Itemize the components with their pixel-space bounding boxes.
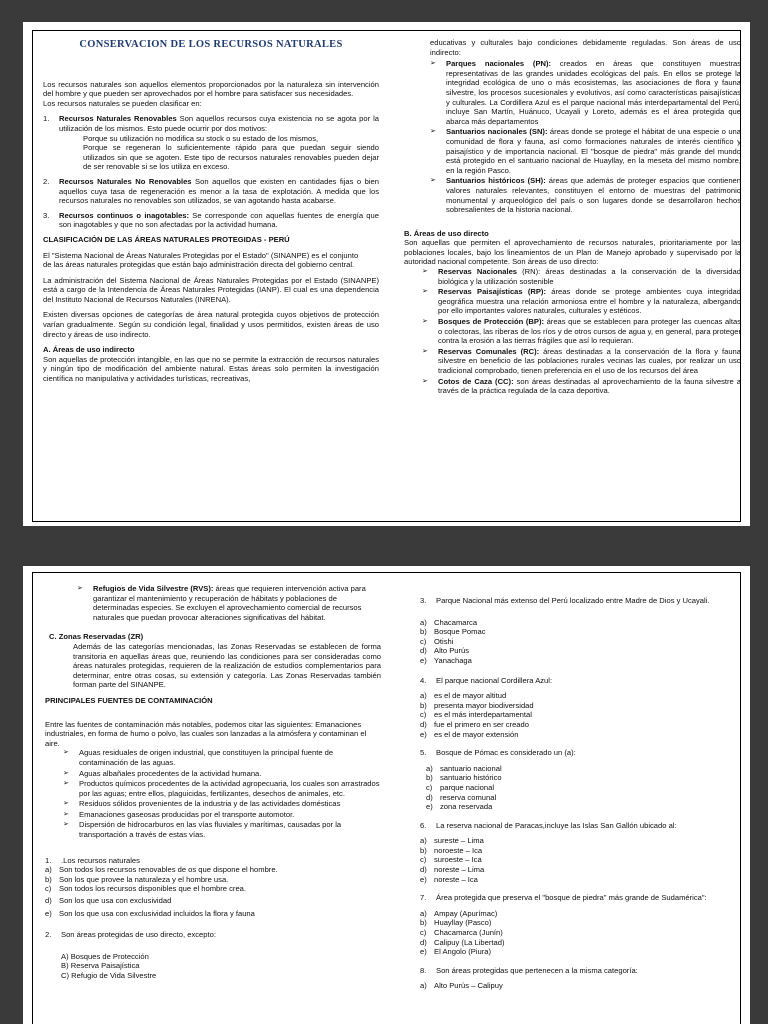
list-item bbox=[43, 211, 379, 230]
section-heading: CLASIFICACIÓN DE LAS ÁREAS NATURALES PROTEGIDAS - PERÚ bbox=[43, 234, 290, 244]
document-page-1 bbox=[23, 22, 750, 526]
option-item: C) Refugio de Vida Silvestre bbox=[61, 971, 157, 980]
intro-paragraph: Los recursos naturales son aquellos elementos proporcionados por la naturaleza sin intervención del hombre y que pueden ser aprovechados por el hombre para satisfacer sus necesidades. bbox=[43, 79, 379, 99]
list-item bbox=[422, 317, 741, 346]
item-number: 3. bbox=[43, 210, 50, 220]
option-item: e) noreste – Ica bbox=[420, 874, 478, 884]
option-item: a) es el de mayor altitud bbox=[420, 691, 507, 701]
list-item: ➢ Productos químicos procedentes de la actividad agropecuaria, los cuales son arrastrados por las aguas; entre ellos, plaguicidas, fertilizantes, desechos de animales, etc. bbox=[63, 779, 380, 798]
question-2 bbox=[45, 930, 381, 980]
section-a-text: Son aquellas de protección intangible, en las que no se permite la extracción de recursos naturales y ningún tipo de modificación del ambiente natural. Estas áreas solo permiten la investigación científica no manipulativa y actividades turísticas, recreativas, bbox=[43, 354, 379, 384]
refugios-list bbox=[45, 584, 381, 622]
arrow-bullet-icon: ➢ bbox=[430, 177, 436, 185]
list-item bbox=[43, 177, 379, 206]
option-item: a) Ampay (Apurímac) bbox=[420, 908, 498, 918]
question-number: 6. bbox=[420, 820, 427, 830]
question-7 bbox=[420, 893, 738, 957]
direct-areas-list bbox=[404, 267, 741, 396]
item-text: áreas que se establecen para proteger las cuencas altas o colectoras, las riberas de los ríos y de otros cursos de agua y, en general, para proteger contra la erosión a las tierras frágiles que así lo requieran. bbox=[438, 317, 741, 346]
option-item: c) es el más interdepartamental bbox=[420, 710, 532, 720]
question-text: Son áreas protegidas de uso directo, excepto: bbox=[61, 930, 216, 940]
question-number: 5. bbox=[420, 748, 427, 758]
intro-classify: Los recursos naturales se pueden clasificar en: bbox=[43, 98, 202, 108]
item-title: Recursos continuos o inagotables: bbox=[59, 210, 190, 220]
item-title: Reservas Paisajísticas (RP): bbox=[438, 287, 546, 297]
item-text: áreas destinadas a la conservación de la flora y fauna silvestre en beneficio de las poblaciones rurales vecinas las cuales, por realizar un uso tradicional comprobado, tienen preferencia en el uso de los recursos del área bbox=[438, 346, 741, 375]
list-item bbox=[422, 347, 741, 376]
question-options bbox=[420, 691, 738, 739]
list-item: ➢ Emanaciones gaseosas producidas por el transporte automotor. bbox=[63, 809, 295, 819]
resource-classes-list bbox=[43, 114, 379, 230]
question-6 bbox=[420, 821, 738, 885]
question-number: 4. bbox=[420, 675, 427, 685]
page1-right-column bbox=[404, 38, 741, 397]
option-item: e) Yanachaga bbox=[420, 655, 472, 665]
page1-left-column bbox=[43, 40, 379, 390]
question-options bbox=[420, 618, 738, 666]
item-title: Reservas Nacionales bbox=[438, 267, 518, 277]
question-5 bbox=[420, 748, 738, 812]
option-item: a) sureste – Lima bbox=[420, 836, 484, 846]
arrow-bullet-icon: ➢ bbox=[63, 769, 69, 777]
option-item: b) Bosque Pomac bbox=[420, 627, 486, 637]
page2-left-column bbox=[45, 584, 381, 990]
item-text: áreas donde se protege el hábitat de una especie o una comunidad de flora y fauna, así como formaciones naturales de interés científico y paisajístico y de importancia nacional. El "bosque de piedra" más grande del mundo está protegido en el santuario nacional de Huayllay, en la meseta del mismo nombre, en la región Pasco. bbox=[446, 127, 741, 175]
arrow-bullet-icon: ➢ bbox=[63, 800, 69, 808]
item-text: (RN): áreas destinadas a la conservación de la diversidad biológica y la utilización sostenible bbox=[438, 267, 741, 286]
sub-point: Porque su utilización no modifica su stock o su estado de los mismos, bbox=[83, 133, 319, 143]
item-text: Son aquellos que existen en cantidades fijas o bien aquellos cuya tasa de regeneración es menor a la tasa de explotación. A medida que los recursos naturales no renovables son utilizados, se van agotando hasta acabarse. bbox=[59, 176, 380, 206]
item-number: 1. bbox=[43, 114, 50, 124]
option-item: d) reserva comunal bbox=[426, 792, 497, 802]
list-item: ➢ Dispersión de hidrocarburos en las vías fluviales y marítimas, causadas por la transportación a través de estas vías. bbox=[63, 820, 342, 840]
arrow-bullet-icon: ➢ bbox=[430, 60, 436, 68]
question-number: 8. bbox=[420, 965, 427, 975]
question-text: Son áreas protegidas que pertenecen a la misma categoría: bbox=[436, 965, 638, 975]
list-item bbox=[422, 377, 741, 396]
item-text: áreas que requieren intervención activa para garantizar el mantenimiento y recuperación de hábitats y poblaciones de determinadas especies. Se excluyen el aprovechamiento comercial de recursos naturales que puedan provocar alteraciones significativas del hábitat. bbox=[93, 584, 366, 622]
option-item: c) parque nacional bbox=[426, 782, 495, 792]
option-item: b) presenta mayor biodiversidad bbox=[420, 700, 534, 710]
list-item bbox=[430, 127, 741, 175]
section-c-text: Además de las categorías mencionadas, las Zonas Reservadas se establecen de forma transitoria en aquellas áreas que, reuniendo las condiciones para ser consideradas como áreas naturales protegidas, requieren de la realización de estudios complementarios para determinar, entre otras cosas, su extensión y categoría. Las Zonas Reservadas también forman parte del SINANPE. bbox=[73, 641, 381, 690]
section-b-heading: B. Áreas de uso directo bbox=[404, 228, 489, 238]
list-item: ➢ Aguas albañales procedentes de la actividad humana. bbox=[63, 768, 262, 778]
item-title: Santuarios históricos (SH): bbox=[446, 176, 546, 186]
arrow-bullet-icon: ➢ bbox=[430, 128, 436, 136]
sinanpe-paragraph: El "Sistema Nacional de Áreas Naturales Protegidas por el Estado" (SINANPE) es el conjunto bbox=[43, 250, 359, 260]
list-item bbox=[430, 176, 741, 214]
item-text: creados en áreas que constituyen muestras representativas de las grandes unidades ecológicas del país. En ellos se protege la integridad ecológica de uno o más ecosistemas, las asociaciones de flora y fauna silvestre, los procesos sucesionales y evolutivos, así como características paisajísticas y culturales. La Cordillera Azul es el parque nacional más interdepartamental del Perú, incluye San Martín, Huánuco, Ucayali y Loreto, además es el área protegida que abarca más departamentos bbox=[446, 59, 741, 126]
item-title: Santuarios nacionales (SN): bbox=[446, 127, 548, 137]
question-options bbox=[420, 909, 738, 957]
option-item: c) Chacamarca (Junín) bbox=[420, 928, 503, 938]
arrow-bullet-icon: ➢ bbox=[422, 347, 428, 355]
question-number: 3. bbox=[420, 596, 427, 605]
section-c-heading: C. Zonas Reservadas (ZR) bbox=[49, 632, 144, 642]
list-item: ➢ Residuos sólidos provenientes de la industria y de las actividades domésticas bbox=[63, 799, 341, 809]
option-item: e) Son los que usa con exclusividad incluidos la flora y fauna bbox=[45, 908, 255, 918]
list-item bbox=[43, 114, 379, 172]
option-item: d) fue el primero en ser creado bbox=[420, 719, 529, 729]
option-item: a) santuario nacional bbox=[426, 763, 502, 773]
question-options bbox=[45, 952, 381, 981]
arrow-bullet-icon: ➢ bbox=[422, 288, 428, 296]
question-3 bbox=[420, 596, 738, 666]
item-text: áreas que además de proteger espacios que contienen valores naturales relevantes, constituyen el entorno de muestras del patrimonio monumental y arqueológico del país o son lugares donde se desarrollaron hechos sobresalientes de la historia nacional. bbox=[446, 176, 742, 215]
option-item: e) es el de mayor extensión bbox=[420, 729, 519, 739]
document-page-2 bbox=[23, 566, 750, 1024]
arrow-bullet-icon: ➢ bbox=[422, 377, 428, 385]
question-1 bbox=[45, 856, 381, 919]
option-item: c) Otishi bbox=[420, 636, 454, 646]
question-number: 7. bbox=[420, 893, 427, 903]
option-item: d) Alto Purús bbox=[420, 646, 470, 656]
option-item: d) noreste – Lima bbox=[420, 865, 485, 875]
arrow-bullet-icon: ➢ bbox=[63, 810, 69, 818]
item-title: Cotos de Caza (CC): bbox=[438, 376, 514, 386]
list-item bbox=[422, 267, 741, 286]
question-text: Área protegida que preserva el "bosque de piedra" más grande de Sudamérica": bbox=[436, 893, 707, 903]
option-item: B) Reserva Paisajística bbox=[61, 961, 140, 971]
option-item: b) Son los que provee la naturaleza y el hombre usa. bbox=[45, 874, 229, 884]
option-item: e) zona reservada bbox=[426, 802, 493, 812]
item-title: Reservas Comunales (RC): bbox=[438, 346, 540, 356]
pollution-list bbox=[45, 748, 381, 839]
item-text: Son aquellos recursos cuya existencia no se agota por la utilización de los mismos. Esto puede ocurrir por dos motivos: bbox=[59, 114, 379, 133]
item-title: Recursos Naturales Renovables bbox=[59, 114, 177, 124]
item-text: áreas donde se protege ambientes cuya integridad geográfica muestra una relación armoniosa entre el hombre y la naturaleza, albergando por ello importantes valores naturales, culturales y estéticos. bbox=[438, 287, 741, 316]
question-options bbox=[420, 764, 738, 812]
question-text: La reserva nacional de Paracas,incluye las Islas San Gallón ubicado al: bbox=[436, 820, 677, 830]
item-title: Refugios de Vida Silvestre (RVS): bbox=[93, 584, 214, 593]
option-item: A) Bosques de Protección bbox=[61, 951, 149, 961]
item-title: Recursos Naturales No Renovables bbox=[59, 176, 192, 186]
item-title: Parques nacionales (PN): bbox=[446, 59, 552, 69]
item-title: Bosques de Protección (BP): bbox=[438, 317, 544, 327]
existen-paragraph: Existen diversas opciones de categorías de área natural protegida cuyos objetivos de protección varían gradualmente. Según su condición legal, finalidad y usos permitidos, existen áreas de uso directo y áreas de uso indirecto. bbox=[43, 310, 379, 339]
option-item: c) Son todos los recursos disponibles que el hombre crea. bbox=[45, 884, 246, 894]
arrow-bullet-icon: ➢ bbox=[422, 318, 428, 326]
questions-list bbox=[420, 596, 738, 991]
indirect-areas-list bbox=[404, 59, 741, 215]
option-item: d) Son los que usa con exclusividad bbox=[45, 896, 172, 906]
question-text: El parque nacional Cordillera Azul: bbox=[436, 675, 553, 685]
question-text: .Los recursos naturales bbox=[61, 855, 140, 865]
section-a-heading: A. Áreas de uso indirecto bbox=[43, 345, 135, 355]
section-b-text: Son aquellas que permiten el aprovechamiento de recursos naturales, prioritariamente por las poblaciones locales, bajo los lineamientos de un Plan de Manejo aprobado y supervisado por la autoridad nacional competente. Son áreas de uso directo: bbox=[404, 238, 741, 267]
sub-point: Porque se regeneran lo suficientemente rápido para que puedan seguir siendo utilizados sin que se agoten. Este tipo de recursos naturales renovables pueden dejar de ser renovable si se los utiliza en exceso. bbox=[83, 143, 379, 172]
option-item: a) Son todos los recursos renovables de os que dispone el hombre. bbox=[45, 865, 278, 875]
question-8 bbox=[420, 966, 738, 991]
list-item bbox=[422, 287, 741, 316]
list-item bbox=[430, 59, 741, 126]
option-item: e) El Angolo (Piura) bbox=[420, 947, 491, 957]
section-a-continued: educativas y culturales bajo condiciones debidamente reguladas. Son áreas de uso indirecto: bbox=[430, 38, 741, 57]
option-item: d) Calipuy (La Libertad) bbox=[420, 937, 505, 947]
page2-right-column bbox=[420, 596, 738, 1000]
admin-paragraph: La administración del Sistema Nacional de Áreas Naturales Protegidas por el Estado (SINANPE) está a cargo de la Intendencia de Áreas Naturales Protegidas (IANP). El cual es una dependencia del Instituto Nacional de Recursos Naturales (INRENA). bbox=[43, 275, 379, 304]
option-item: a) Chacamarca bbox=[420, 617, 478, 627]
option-item: a) Alto Purús – Calipuy bbox=[420, 981, 503, 991]
item-text: Se corresponde con aquellas fuentes de energía que son inagotables y que no son afectadas por la actividad humana. bbox=[59, 210, 379, 230]
question-options bbox=[420, 836, 738, 884]
document-title: CONSERVACION DE LOS RECURSOS NATURALES bbox=[79, 39, 343, 50]
question-4 bbox=[420, 676, 738, 740]
pollution-intro: Entre las fuentes de contaminación más notables, podemos citar las siguientes: Emanaciones industriales, en forma de humo o polvo, las cuales son lanzadas a la atmósfera y contaminan el aire. bbox=[45, 719, 367, 748]
item-text: son áreas destinadas al aprovechamiento de la fauna silvestre a través de la práctica regulada de la caza deportiva. bbox=[438, 376, 741, 396]
list-item: ➢ Aguas residuales de origen industrial, que constituyen la principal fuente de contaminación de las aguas. bbox=[63, 748, 334, 767]
list-item bbox=[77, 584, 381, 622]
question-options bbox=[45, 865, 381, 918]
question-text: Parque Nacional más extenso del Perú localizado entre Madre de Dios y Ucayali. bbox=[436, 596, 710, 605]
question-number: 1. bbox=[45, 855, 52, 865]
item-number: 2. bbox=[43, 176, 50, 186]
arrow-bullet-icon: ➢ bbox=[77, 585, 83, 592]
sinanpe-paragraph-cont: de las áreas naturales protegidas que están bajo administración directa del gobierno central. bbox=[43, 260, 355, 270]
pollution-heading: PRINCIPALES FUENTES DE CONTAMINACIÓN bbox=[45, 695, 213, 705]
option-item: b) santuario histórico bbox=[426, 773, 502, 783]
question-number: 2. bbox=[45, 930, 52, 940]
option-item: c) suroeste – Ica bbox=[420, 855, 482, 865]
arrow-bullet-icon: ➢ bbox=[63, 749, 69, 757]
option-item: b) noroeste – Ica bbox=[420, 845, 483, 855]
question-text: Bosque de Pómac es considerado un (a): bbox=[436, 748, 576, 758]
arrow-bullet-icon: ➢ bbox=[63, 821, 69, 829]
arrow-bullet-icon: ➢ bbox=[63, 780, 69, 788]
option-item: b) Huayllay (Pasco) bbox=[420, 918, 492, 928]
arrow-bullet-icon: ➢ bbox=[422, 268, 428, 276]
question-options bbox=[420, 981, 738, 991]
